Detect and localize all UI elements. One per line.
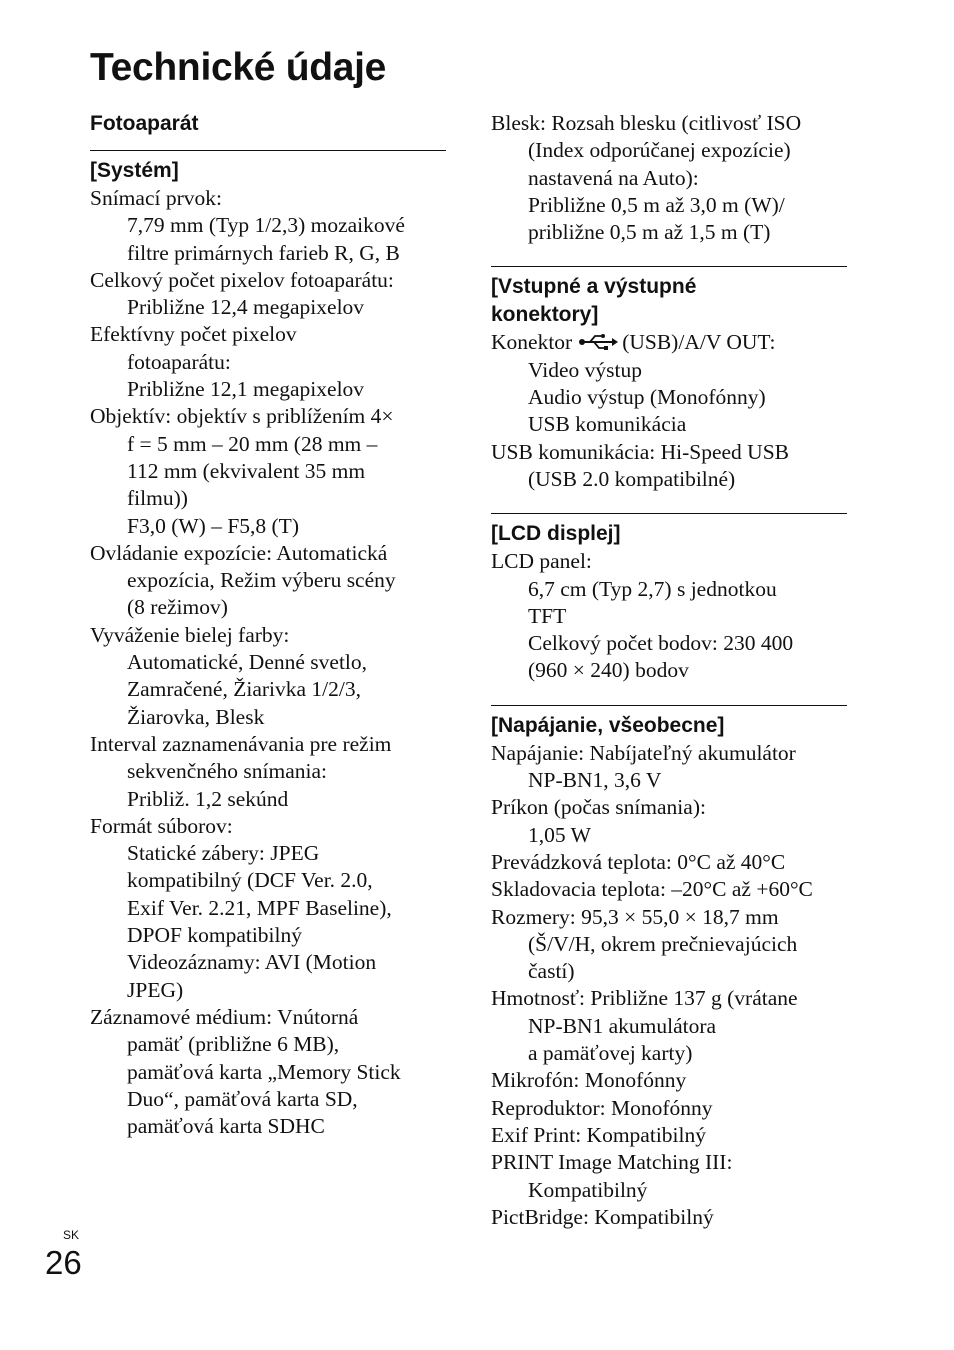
spec-entry	[90, 540, 446, 622]
spec-value: Približne 12,4 megapixelov	[127, 295, 365, 320]
spec-value: TFT	[528, 603, 567, 628]
spec-value: Videozáznamy: AVI (Motion	[127, 950, 377, 975]
section-divider	[491, 513, 847, 548]
spec-value: pamäťová karta SDHC	[127, 1114, 325, 1139]
spec-value: (Index odporúčanej expozície)	[528, 138, 791, 163]
spec-value: (960 × 240) bodov	[528, 658, 689, 683]
spec-label: Celkový počet pixelov fotoaparátu:	[90, 267, 394, 292]
spec-value: (USB 2.0 kompatibilné)	[528, 466, 736, 491]
spec-label: Snímací prvok:	[90, 186, 222, 210]
spec-label: Formát súborov:	[90, 813, 233, 838]
spec-entry	[90, 267, 446, 322]
camera-heading: Fotoaparát	[90, 112, 199, 135]
section-divider	[90, 150, 446, 185]
spec-entry	[491, 740, 847, 795]
spec-entry	[90, 185, 446, 267]
spec-entry	[491, 1204, 847, 1231]
spec-value: 1,05 W	[528, 822, 591, 847]
spec-value: expozícia, Režim výberu scény	[127, 568, 396, 593]
page-number: 26	[45, 1244, 82, 1281]
spec-value: Približ. 1,2 sekúnd	[127, 786, 289, 811]
spec-label: Vyváženie bielej farby:	[90, 622, 290, 647]
spec-value: filmu))	[127, 486, 188, 511]
spec-value: kompatibilný (DCF Ver. 2.0,	[127, 868, 373, 893]
spec-label: Rozmery: 95,3 × 55,0 × 18,7 mm	[491, 904, 779, 929]
spec-label: Napájanie: Nabíjateľný akumulátor	[491, 740, 796, 765]
language-code: SK	[63, 1228, 80, 1242]
spec-value: Zamračené, Žiarivka 1/2/3,	[127, 677, 362, 702]
spec-entry	[491, 1122, 847, 1149]
spec-label: Objektív: objektív s priblížením 4×	[90, 404, 394, 429]
spec-label: Reproduktor: Monofónny	[491, 1095, 713, 1120]
spec-value: DPOF kompatibilný	[127, 923, 303, 948]
spec-entry	[491, 110, 847, 246]
spec-value: F3,0 (W) – F5,8 (T)	[127, 513, 299, 538]
spec-value: Kompatibilný	[528, 1177, 648, 1202]
spec-value: a pamäťovej karty)	[528, 1041, 693, 1066]
spec-value: Automatické, Denné svetlo,	[127, 650, 368, 675]
spec-entry	[491, 1067, 847, 1094]
spec-entry	[491, 849, 847, 876]
spec-value: Žiarovka, Blesk	[127, 704, 265, 729]
spec-label: Záznamové médium: Vnútorná	[90, 1004, 359, 1029]
power-spec-list	[491, 740, 847, 1231]
spec-entry	[491, 548, 847, 684]
spec-label: PictBridge: Kompatibilný	[491, 1204, 714, 1229]
spec-entry	[90, 403, 446, 539]
spec-value: 112 mm (ekvivalent 35 mm	[127, 458, 366, 483]
spec-entry	[90, 321, 446, 403]
usb-trident-icon	[578, 333, 618, 351]
spec-value: f = 5 mm – 20 mm (28 mm –	[127, 431, 378, 456]
spec-value: filtre primárnych farieb R, G, B	[127, 240, 400, 265]
spec-value: pamäťová karta „Memory Stick	[127, 1059, 401, 1084]
system-spec-list	[90, 185, 446, 1140]
io-connector-spec: Konektor (USB)/A/V OUT: Video výstup Audio výstup (Monofónny) USB komunikácia	[491, 330, 776, 437]
spec-entry	[90, 622, 446, 731]
spec-label: Prevádzková teplota: 0°C až 40°C	[491, 849, 786, 874]
spec-value: častí)	[528, 959, 575, 984]
system-heading: [Systém]	[90, 159, 179, 182]
spec-label: Efektívny počet pixelov	[90, 322, 297, 347]
spec-value: (Š/V/H, okrem prečnievajúcich	[528, 931, 798, 956]
spec-label: Mikrofón: Monofónny	[491, 1068, 687, 1093]
usb-communication-spec	[491, 439, 847, 494]
left-column	[90, 110, 446, 1140]
spec-entry	[491, 876, 847, 903]
spec-label: USB komunikácia: Hi-Speed USB	[491, 439, 789, 464]
spec-label: Blesk: Rozsah blesku (citlivosť ISO	[491, 111, 802, 135]
spec-value: fotoaparátu:	[127, 349, 231, 374]
spec-entry	[491, 439, 847, 494]
section-divider	[491, 266, 847, 329]
spec-value: približne 0,5 m až 1,5 m (T)	[528, 220, 771, 245]
spec-entry	[90, 813, 446, 1004]
spec-value: nastavená na Auto):	[528, 165, 699, 190]
spec-value: 7,79 mm (Typ 1/2,3) mozaikové	[127, 213, 405, 238]
spec-entry	[491, 1095, 847, 1122]
spec-value: Statické zábery: JPEG	[127, 841, 320, 866]
spec-label: Hmotnosť: Približne 137 g (vrátane	[491, 986, 798, 1011]
spec-value: NP-BN1, 3,6 V	[528, 768, 662, 793]
spec-value: pamäť (približne 6 MB),	[127, 1032, 340, 1057]
lcd-heading: [LCD displej]	[491, 522, 621, 546]
spec-value: Duo“, pamäťová karta SD,	[127, 1086, 358, 1111]
spec-entry	[491, 985, 847, 1067]
lcd-spec	[491, 548, 847, 684]
spec-value: NP-BN1 akumulátora	[528, 1013, 717, 1038]
spec-label: Interval zaznamenávania pre režim	[90, 731, 392, 756]
flash-spec	[491, 110, 847, 246]
spec-label: LCD panel:	[491, 549, 592, 574]
spec-value: sekvenčného snímania:	[127, 759, 328, 784]
spec-entry	[491, 794, 847, 849]
spec-value: (8 režimov)	[127, 595, 228, 620]
spec-entry	[90, 1004, 446, 1140]
spec-value: JPEG)	[127, 977, 184, 1002]
spec-entry	[90, 731, 446, 813]
spec-label: Príkon (počas snímania):	[491, 795, 706, 820]
spec-label: Ovládanie expozície: Automatická	[90, 540, 388, 565]
spec-value: 6,7 cm (Typ 2,7) s jednotkou	[528, 576, 777, 601]
spec-label: PRINT Image Matching III:	[491, 1150, 733, 1175]
spec-entry	[491, 1149, 847, 1204]
section-divider	[491, 705, 847, 740]
page-title: Technické údaje	[90, 46, 387, 89]
right-column	[491, 110, 847, 1231]
power-heading: [Napájanie, všeobecne]	[491, 713, 725, 737]
io-heading: [Vstupné a výstupné konektory]	[491, 275, 697, 327]
spec-label: Exif Print: Kompatibilný	[491, 1122, 706, 1147]
spec-entry	[491, 904, 847, 986]
spec-value: Približne 0,5 m až 3,0 m (W)/	[528, 192, 785, 217]
spec-value: Exif Ver. 2.21, MPF Baseline),	[127, 895, 392, 920]
spec-value: Približne 12,1 megapixelov	[127, 377, 365, 402]
spec-value: Celkový počet bodov: 230 400	[528, 631, 794, 656]
spec-label: Skladovacia teplota: –20°C až +60°C	[491, 877, 813, 902]
